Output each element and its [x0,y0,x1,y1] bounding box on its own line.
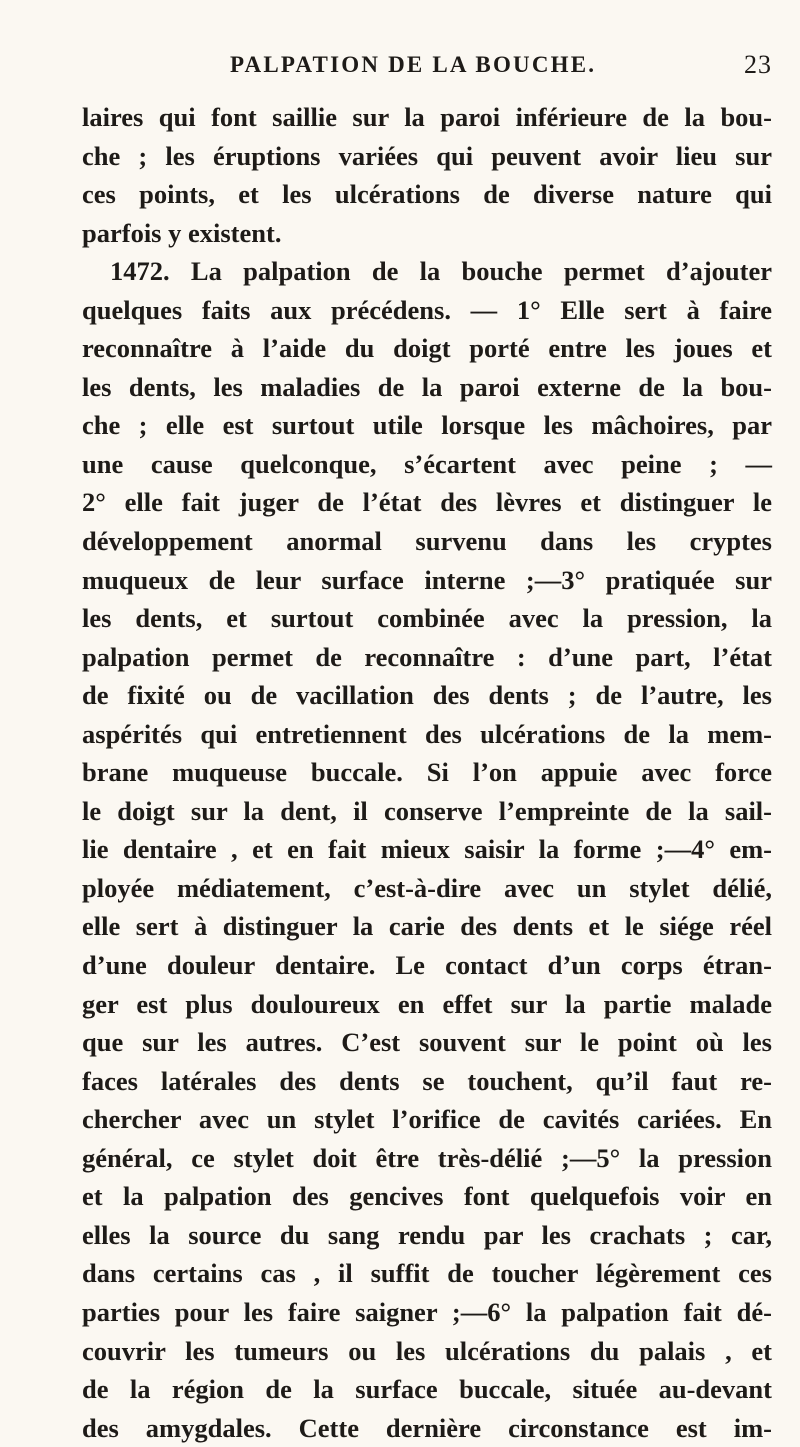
text-line: palpation permet de reconnaître : d’une part, l’état [82,641,772,672]
text-line: ployée médiatement, c’est-à-dire avec un stylet délié, [82,872,772,903]
text-line: et la palpation des gencives font quelquefois voir en [82,1181,772,1212]
running-header [82,46,772,86]
text-line: ger est plus douloureux en effet sur la partie malade [82,988,772,1019]
text-line: les dents, et surtout combinée avec la pression, la [82,603,772,634]
text-line: quelques faits aux précédens. — 1° Elle sert à faire [82,294,772,325]
running-title: PALPATION DE LA BOUCHE. [230,52,597,77]
text-line: brane muqueuse buccale. Si l’on appuie avec force [82,757,772,788]
text-line: faces latérales des dents se touchent, qu’il faut re- [82,1065,772,1096]
text-line: reconnaître à l’aide du doigt porté entre les joues et [82,333,772,364]
text-line: ces points, et les ulcérations de diverse nature qui [82,179,772,210]
text-line: des amygdales. Cette dernière circonstance est im- [82,1412,772,1443]
text-line: muqueux de leur surface interne ;—3° pratiquée sur [82,564,772,595]
text-line: che ; les éruptions variées qui peuvent avoir lieu sur [82,140,772,171]
text-line: général, ce stylet doit être très-délié ;—5° la pression [82,1142,772,1173]
page-number: 23 [744,50,772,79]
text-line: elle sert à distinguer la carie des dents et le siége réel [82,911,772,942]
text-line: le doigt sur la dent, il conserve l’empreinte de la sail- [82,795,772,826]
text-line: che ; elle est surtout utile lorsque les mâchoires, par [82,410,772,441]
text-line: 2° elle fait juger de l’état des lèvres et distinguer le [82,487,772,518]
text-line: de fixité ou de vacillation des dents ; de l’autre, les [82,680,772,711]
text-line: développement anormal survenu dans les cryptes [82,526,772,557]
text-line: les dents, les maladies de la paroi externe de la bou- [82,371,772,402]
text-line: elles la source du sang rendu par les crachats ; car, [82,1219,772,1250]
text-line: parties pour les faire saigner ;—6° la palpation fait dé- [82,1296,772,1327]
text-line: dans certains cas , il suffit de toucher légèrement ces [82,1258,772,1289]
text-line: d’une douleur dentaire. Le contact d’un corps étran- [82,950,772,981]
text-line: couvrir les tumeurs ou les ulcérations du palais , et [82,1335,772,1366]
text-line: parfois y existent. [82,217,282,248]
text-line: aspérités qui entretiennent des ulcérations de la mem- [82,718,772,749]
body-text [82,98,772,1447]
text-line: chercher avec un stylet l’orifice de cavités cariées. En [82,1104,772,1135]
text-line: laires qui font saillie sur la paroi inférieure de la bou- [82,102,772,132]
text-line: de la région de la surface buccale, située au-devant [82,1374,772,1405]
text-line: lie dentaire , et en fait mieux saisir la forme ;—4° em- [82,834,772,865]
text-line: une cause quelconque, s’écartent avec peine ; — [82,448,772,479]
text-line: 1472. La palpation de la bouche permet d’ajouter [110,256,772,287]
text-line: que sur les autres. C’est souvent sur le point où les [82,1027,772,1058]
